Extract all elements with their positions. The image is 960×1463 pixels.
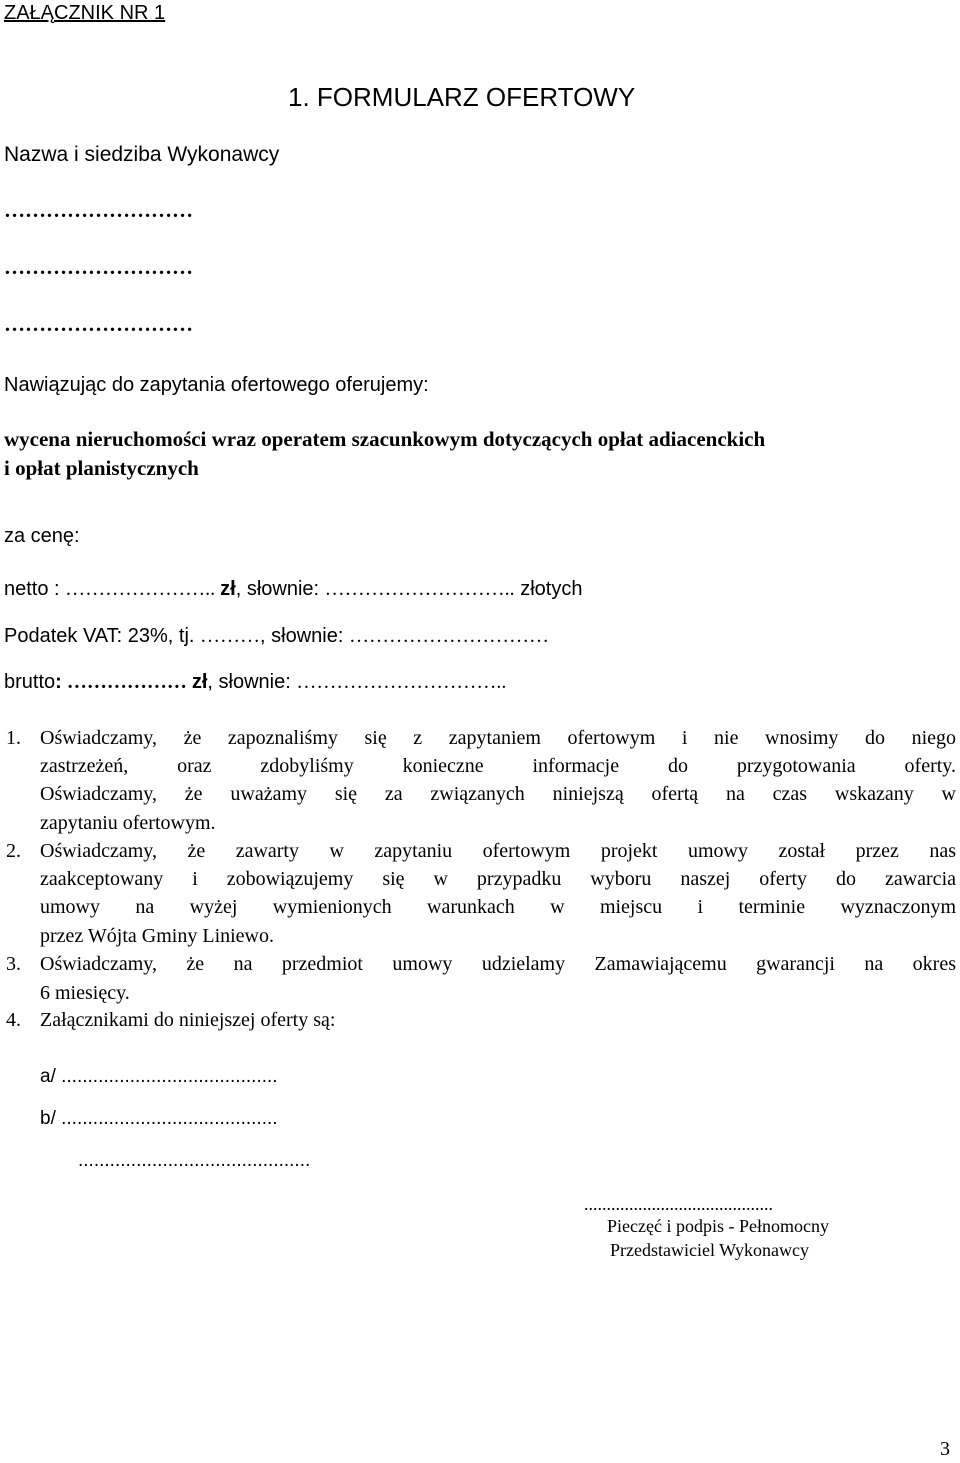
vat-words-label: , słownie: (260, 625, 349, 647)
brutto-label: brutto (4, 671, 56, 693)
declaration-4-line-1: Załącznikami do niniejszej oferty są: (40, 1009, 336, 1031)
vat-line (4, 625, 549, 648)
signature-dots: .......................................... (584, 1194, 773, 1214)
brutto-words-dots: ………………………….. (296, 671, 507, 693)
declaration-3-line-2: 6 miesięcy. (40, 982, 130, 1004)
vat-amount-dots: ……… (200, 625, 261, 647)
attachment-a-line: a/ ......................................... (40, 1066, 278, 1087)
contractor-label: Nazwa i siedziba Wykonawcy (4, 143, 280, 166)
declaration-2-line-4: przez Wójta Gminy Liniewo. (40, 925, 275, 947)
signature-line-1: Pieczęć i podpis - Pełnomocny (607, 1216, 829, 1236)
vat-label: Podatek VAT: 23%, tj. (4, 625, 201, 647)
declaration-1-number: 1. (6, 727, 21, 749)
contractor-dots-line-1: ……………………… (4, 198, 193, 222)
netto-amount-dots: ………………….. (65, 578, 216, 600)
declaration-2-line-1: Oświadczamy, że zawarty w zapytaniu ofertowym projekt umowy został przez nas (40, 840, 956, 862)
contractor-dots-line-2: ……………………… (4, 255, 193, 279)
attachment-c-line: ............................................ (78, 1150, 311, 1171)
vat-words-dots: ………………………… (348, 625, 549, 647)
subject-line-2: i opłat planistycznych (4, 456, 199, 480)
brutto-amount-dots: ……………… (61, 671, 192, 693)
attachment-label: ZAŁĄCZNIK NR 1 (4, 2, 166, 24)
signature-line-2: Przedstawiciel Wykonawcy (610, 1240, 810, 1260)
price-label: za cenę: (4, 525, 80, 547)
declaration-1-line-1: Oświadczamy, że zapoznaliśmy się z zapytaniem ofertowym i nie wnosimy do niego (40, 727, 956, 749)
brutto-line (4, 671, 506, 694)
brutto-colon: : (55, 671, 62, 693)
declaration-1-line-2: zastrzeżeń, oraz zdobyliśmy konieczne informacje do przygotowania oferty. (40, 755, 956, 777)
attachment-b-line: b/ ......................................... (40, 1108, 278, 1129)
netto-words-dots: ……………………….. (324, 578, 515, 600)
subject-line-1: wycena nieruchomości wraz operatem szacunkowym dotyczących opłat adiacenckich (4, 427, 766, 451)
declaration-3-line-1: Oświadczamy, że na przedmiot umowy udzielamy Zamawiającemu gwarancji na okres (40, 953, 956, 975)
declaration-3-number: 3. (6, 953, 21, 975)
netto-words-label: , słownie: (235, 578, 325, 600)
page-number: 3 (940, 1438, 950, 1460)
document-title: 1. FORMULARZ OFERTOWY (288, 82, 636, 112)
declaration-1-line-3: Oświadczamy, że uważamy się za związanych niniejszą ofertą na czas wskazany w (40, 783, 956, 805)
declaration-4-number: 4. (6, 1009, 21, 1031)
declaration-2-line-3: umowy na wyżej wymienionych warunkach w miejscu i terminie wyznaczonym (40, 896, 956, 918)
declaration-2-line-2: zaakceptowany i zobowiązujemy się w przypadku wyboru naszej oferty do zawarcia (40, 868, 956, 890)
netto-line (4, 578, 582, 601)
brutto-words-label: , słownie: (207, 671, 297, 693)
netto-label: netto : (4, 578, 66, 600)
contractor-dots-line-3: ……………………… (4, 312, 193, 336)
netto-suffix: złotych (514, 578, 583, 600)
brutto-currency: zł (191, 671, 208, 693)
netto-currency: zł (220, 578, 236, 600)
declaration-1-line-4: zapytaniu ofertowym. (40, 812, 216, 834)
declaration-2-number: 2. (6, 840, 21, 862)
intro-text: Nawiązując do zapytania ofertowego oferujemy: (4, 374, 429, 396)
